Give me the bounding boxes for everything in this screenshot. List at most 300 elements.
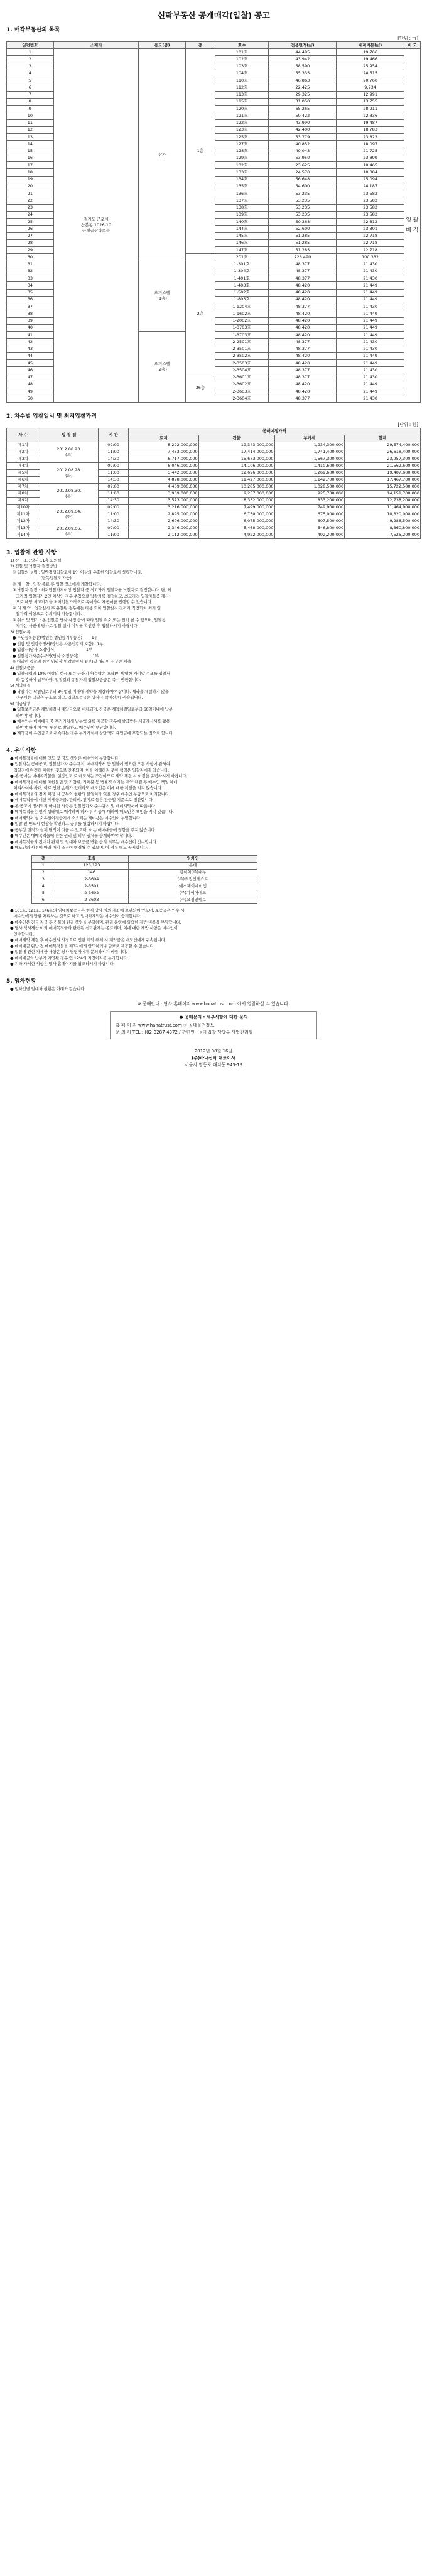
cell-price: 925,700,000 (274, 490, 345, 497)
cell-area: 31.050 (269, 98, 337, 105)
cell-time: 09:00 (99, 525, 129, 532)
cell-price: 6,717,000,000 (129, 456, 199, 462)
cell-no: 38 (7, 310, 54, 317)
cell-land-share: 10.884 (337, 169, 404, 176)
cell-land-share: 19.487 (337, 119, 404, 126)
cell-time: 11:00 (99, 449, 129, 456)
use-floor: (2층) (157, 366, 167, 372)
cell-land-share: 21.449 (337, 289, 404, 296)
tenant-col-header: 임차인 (129, 855, 257, 862)
cell-land-share: 21.449 (337, 282, 404, 289)
cell-land-share: 23.582 (337, 204, 404, 211)
cell-round: 제3차 (7, 456, 40, 462)
cell-area: 48.377 (269, 346, 337, 352)
tenant-cell: 2-3604 (55, 876, 129, 883)
cell-unit: 138호 (215, 204, 269, 211)
use-label: 오피스텔 (154, 361, 170, 366)
cell-price: 4,922,000,000 (198, 532, 274, 538)
tenant-cell: 5 (32, 890, 55, 897)
detail-line: ● 입찰서(당사 소정양식) 1부 (10, 647, 92, 652)
detail-line: ⑤ 취소 및 연기 : 본 입찰은 당사 사정 등에 따라 입찰 취소 또는 연기 될 수 있으며, 입찰참 (10, 617, 166, 623)
cell-unit: 2-3503호 (215, 360, 269, 367)
cell-price: 15,722,500,000 (345, 483, 421, 490)
cell-unit: 145호 (215, 232, 269, 239)
cell-area: 53.950 (269, 155, 337, 161)
cell-no: 18 (7, 169, 54, 176)
cell-no: 3 (7, 63, 54, 70)
cell-round: 제7차 (7, 483, 40, 490)
cell-unit: 120호 (215, 106, 269, 112)
cell-area: 44.485 (269, 49, 337, 56)
cell-price: 1,028,500,000 (274, 483, 345, 490)
cell-price: 3,573,000,000 (129, 497, 199, 504)
cell-unit: 140호 (215, 219, 269, 226)
detail-line: ● 입찰참가자준수규칙(당사 소정양식) 1부 (10, 653, 99, 658)
cell-round: 제13차 (7, 525, 40, 532)
cell-time: 11:00 (99, 532, 129, 538)
tenant-row (32, 869, 257, 876)
cell-no: 41 (7, 332, 54, 339)
cell-price: 10,285,000,000 (198, 483, 274, 490)
cell-price: 19,407,600,000 (345, 469, 421, 476)
tenant-cell: (주)요정인텔로 (129, 897, 257, 903)
cell-floor: 1층 (186, 49, 215, 254)
cell-date (40, 442, 98, 462)
note-line: ● 본 공고에 명시되지 아니한 사항은 입찰참가자 준수규칙 및 매매계약서에 따릅니다. (10, 803, 156, 809)
cell-time: 14:30 (99, 456, 129, 462)
cell-use: 상가 (139, 49, 186, 261)
tenant-col-header: 층 (32, 855, 55, 862)
tenant-cell: 롯데 (129, 862, 257, 869)
cell-floor: 36층 (186, 374, 215, 402)
cell-area: 48.377 (269, 303, 337, 310)
col-header: 전용면적(㎡) (269, 42, 337, 49)
cell-land-share: 9.934 (337, 84, 404, 91)
cell-no: 45 (7, 360, 54, 367)
cell-no: 19 (7, 176, 54, 183)
cell-no: 23 (7, 204, 54, 211)
date-value: 2012.08.23. (57, 446, 82, 452)
cell-no: 14 (7, 141, 54, 148)
cell-price: 6,075,000,000 (198, 518, 274, 525)
tenant-cell: 4 (32, 883, 55, 890)
cell-no: 22 (7, 197, 54, 204)
cell-unit: 1-304호 (215, 268, 269, 275)
cell-round: 제12차 (7, 518, 40, 525)
cell-land-share: 21.449 (337, 332, 404, 339)
cell-land-share: 22.718 (337, 239, 404, 246)
cell-land-share: 23.823 (337, 134, 404, 141)
cell-unit: 1-403호 (215, 282, 269, 289)
col-header: 일련번호 (7, 42, 54, 49)
cell-no: 32 (7, 268, 54, 275)
cell-price: 7,526,200,000 (345, 532, 421, 538)
cell-land-share: 21.449 (337, 296, 404, 303)
cell-land-share: 22.312 (337, 219, 404, 226)
cell-land-share: 21.430 (337, 346, 404, 352)
cell-round: 제6차 (7, 476, 40, 483)
use-floor: (1층) (157, 296, 167, 302)
cell-land-share: 18.097 (337, 141, 404, 148)
note-line: ● 매매목적물에 대한 제한물권 및 가압류, 가처분 등 법률적 하자는 계약 체결 후 매수인 책임 하에 (10, 779, 178, 785)
cell-area: 48.377 (269, 395, 337, 402)
note-line: ● 공부상 면적과 실제 면적이 다를 수 있으며, 이는 매매대금에 영향을 주지 않습니다. (10, 827, 156, 832)
cell-round: 제14차 (7, 532, 40, 538)
cell-unit: 2-3603호 (215, 388, 269, 395)
cell-land-share: 19.466 (337, 56, 404, 63)
note-line: 인수합니다. (10, 931, 34, 937)
tenant-cell: 1 (32, 862, 55, 869)
unit-label: [단위 : ㎡] (397, 36, 418, 41)
bid-table-header (7, 428, 421, 442)
contact-title: ● 공매문의 : 세부사항에 대한 문의 (179, 1015, 248, 1020)
cell-area: 48.420 (269, 324, 337, 331)
cell-time: 09:00 (99, 442, 129, 449)
note-line: ● 매수인은 잔금 지급 후 건물의 관리 책임을 부담하며, 관리 운영에 필요한 제반 비용을 부담합니다. (10, 919, 181, 925)
detail-line: ● 매수인은 매매대금 중 부가가치세 납부액 외를 제공할 경우에 발급받은 세금계산서를 활용 (10, 719, 170, 724)
cell-area: 48.420 (269, 296, 337, 303)
cell-area: 50.368 (269, 219, 337, 226)
cell-land-share: 21.430 (337, 339, 404, 346)
note-line: ● 매도인의 사정에 따라 매각 조건이 변경될 수 있으며, 이 경우 별도 공지합니다. (10, 845, 149, 850)
cell-no: 42 (7, 339, 54, 346)
cell-land-share: 22.718 (337, 232, 404, 239)
cell-price: 1,269,600,000 (274, 469, 345, 476)
cell-unit: 122호 (215, 119, 269, 126)
cell-price: 17,414,000,000 (198, 449, 274, 456)
cell-area: 53.235 (269, 204, 337, 211)
cell-unit: 102호 (215, 56, 269, 63)
detail-line: ● 입찰금액의 10% 이상의 현금 또는 금융기관(수탁은 포함)이 발행한 자기앞 수표를 입찰서 (10, 671, 170, 676)
cell-time: 14:30 (99, 497, 129, 504)
cell-price: 7,499,000,000 (198, 504, 274, 511)
cell-no: 13 (7, 134, 54, 141)
cell-no: 29 (7, 247, 54, 254)
cell-land-share: 23.582 (337, 190, 404, 197)
cell-land-share: 21.430 (337, 275, 404, 282)
table-row (7, 525, 421, 532)
cell-price: 4,898,000,000 (129, 476, 199, 483)
issuer-name: (주)하나신탁 대표이사 (192, 1056, 235, 1061)
cell-area: 48.420 (269, 388, 337, 395)
cell-no: 30 (7, 254, 54, 261)
cell-area: 48.377 (269, 261, 337, 268)
cell-no: 50 (7, 395, 54, 402)
cell-area: 55.335 (269, 70, 337, 77)
cell-price: 5,442,000,000 (129, 469, 199, 476)
note-line: ● 매매목적물의 전대차 관계 및 임대차 보증금 반환 등의 의무는 매수인이 인수합니다. (10, 839, 158, 844)
detail-line: 찰가격 이상으로 수의계약 가능합니다. (10, 611, 82, 616)
tenant-row (32, 876, 257, 883)
cell-price: 2,895,000,000 (129, 511, 199, 518)
cell-time: 09:00 (99, 504, 129, 511)
cell-no: 47 (7, 374, 54, 381)
contact-homepage[interactable]: 홈 페 이 지 www.hanatrust.com ☞ 공매물건정보 (116, 1023, 215, 1028)
cell-area: 29.325 (269, 91, 337, 98)
cell-price: 5,468,000,000 (198, 525, 274, 532)
cell-price: 607,500,000 (274, 518, 345, 525)
cell-time: 14:30 (99, 476, 129, 483)
cell-unit: 127호 (215, 141, 269, 148)
tenant-row (32, 897, 257, 903)
detail-line: ※ 대리인 입찰의 경우 위임장(인감증명서 첨부)및 대리인 신분증 제출 (10, 659, 131, 664)
section-1-title: 1. 매각부동산의 목록 (6, 27, 60, 33)
cell-no: 12 (7, 126, 54, 133)
cell-price: 23,957,300,000 (345, 456, 421, 462)
cell-land-share: 21.449 (337, 317, 404, 324)
tenant-table (31, 855, 257, 904)
cell-area: 226.490 (269, 254, 337, 261)
cell-time: 14:30 (99, 518, 129, 525)
cell-area: 48.420 (269, 352, 337, 359)
cell-no: 44 (7, 352, 54, 359)
bid-details (6, 558, 421, 737)
cell-area: 23.625 (269, 162, 337, 169)
section-2-title: 2. 차수별 입찰일시 및 최저입찰가격 (6, 413, 97, 420)
detail-line: ● 계약금이 유입금으로 귀속되는 경우 부가가치세 상당액도 유입금에 포함되는 것으로 합니다. (10, 731, 174, 736)
tenant-cell: 120,123 (55, 862, 129, 869)
detail-line: 으로 해당 최고가격을 최저입찰가격으로 유예하여 재공매를 진행할 수 있습니다. (10, 599, 153, 604)
bid-schedule-table (6, 428, 421, 539)
cell-round: 제5차 (7, 469, 40, 476)
cell-area: 48.420 (269, 381, 337, 388)
cell-no: 37 (7, 303, 54, 310)
th-time: 시 간 (99, 428, 129, 442)
cell-no: 20 (7, 183, 54, 190)
cell-unit: 1-301호 (215, 261, 269, 268)
th-date: 입 찰 일 (40, 428, 98, 442)
cell-unit: 2-3604호 (215, 395, 269, 402)
cell-date (40, 462, 98, 483)
cell-unit: 121호 (215, 112, 269, 119)
cell-price: 15,673,000,000 (198, 456, 274, 462)
cell-area: 40.852 (269, 141, 337, 148)
cell-unit: 2-3601호 (215, 374, 269, 381)
cell-land-share: 21.430 (337, 268, 404, 275)
tenant-row (32, 883, 257, 890)
cell-no: 31 (7, 261, 54, 268)
cell-use (139, 261, 186, 332)
cell-time: 11:00 (99, 511, 129, 518)
tenant-cell: 에스제이에이엠 (129, 883, 257, 890)
cell-round: 제9차 (7, 497, 40, 504)
detail-line: ① 입찰의 성립 : 일반경쟁입찰로서 1인 이상의 유효한 입찰로서 성립합니다. (10, 569, 143, 575)
cell-unit: 2-3602호 (215, 381, 269, 388)
detail-line: ② 개 찰 : 입찰 종료 후 입찰 장소에서 개찰합니다. (10, 581, 102, 587)
note-line: ● 입찰 전 반드시 현장을 확인하고 공부를 열람하시기 바랍니다. (10, 821, 120, 826)
th-building: 건물 (198, 435, 274, 442)
footnote: ※ 공매안내 : 당사 홈페이지 www.hanatrust.com 에서 열람하실 수 있습니다. (137, 1001, 290, 1007)
cell-land-share: 13.755 (337, 98, 404, 105)
cell-no: 6 (7, 84, 54, 91)
date-day: (화) (65, 514, 73, 520)
cell-land-share: 21.430 (337, 374, 404, 381)
cell-area: 54.600 (269, 183, 337, 190)
cell-unit: 2-3502호 (215, 352, 269, 359)
cell-land-share: 22.718 (337, 247, 404, 254)
section-3-title: 3. 입찰에 관한 사항 (6, 549, 57, 556)
contact-phone: 문 의 처 TEL : (02)3287-4372 / 관련인 : 공개입찰 담당부 사업관리팀 (116, 1030, 253, 1035)
cell-no: 26 (7, 226, 54, 232)
cell-price: 4,409,000,000 (129, 483, 199, 490)
page-title: 신탁부동산 공개매각(입찰) 공고 (157, 11, 270, 21)
tenant-row (32, 862, 257, 869)
note-line: 입찰전에 완전히 이해한 것으로 간주되며, 이를 이해하지 못한 책임은 입찰자에게 있습니다. (10, 767, 169, 773)
tenant-table-header (32, 855, 257, 862)
table-row (7, 49, 421, 56)
cell-price: 11,464,900,000 (345, 504, 421, 511)
cell-land-share: 28.911 (337, 106, 404, 112)
tenant-cell: 3 (32, 876, 55, 883)
cell-price: 675,000,000 (274, 511, 345, 518)
cell-note: 일 괄 매 각 (404, 49, 421, 403)
cell-area: 48.420 (269, 289, 337, 296)
tenant-cell: 김서희(주)대부 (129, 869, 257, 876)
cell-area: 48.420 (269, 282, 337, 289)
cell-use (139, 332, 186, 403)
cell-land-share: 24.515 (337, 70, 404, 77)
th-land: 토지 (129, 435, 199, 442)
cell-no: 10 (7, 112, 54, 119)
cell-location (53, 49, 139, 403)
tenant-col-header: 호실 (55, 855, 129, 862)
cell-no: 40 (7, 324, 54, 331)
detail-line: ● 입찰보증금은 계약체결시 계약금으로 대체되며, 잔금은 계약체결일로부터 60일이내에 납부 (10, 707, 173, 712)
cell-price: 2,606,000,000 (129, 518, 199, 525)
detail-line: ④ 의 계 약 : 입찰실시 후 유찰될 경우에는 다음 회차 입찰실시 전까지 직전회차 최저 입 (10, 605, 161, 611)
table-row (7, 483, 421, 490)
note-line: ● 기타 자세한 사항은 당사 홈페이지를 참조하시기 바랍니다. (10, 961, 115, 966)
cell-area: 43.990 (269, 119, 337, 126)
cell-unit: 137호 (215, 197, 269, 204)
tenant-cell: 146 (55, 869, 129, 876)
cell-area: 42.400 (269, 126, 337, 133)
table-row (7, 442, 421, 449)
col-header: 소재지 (53, 42, 139, 49)
cell-price: 11,427,000,000 (198, 476, 274, 483)
cell-unit: 1-1204호 (215, 303, 269, 310)
note-line: ● 101호, 121호, 146호의 임대차보증금은 현재 당사 명의 계좌에 보관되어 있으며, 보증금은 인수 시 (10, 907, 185, 913)
note-line: ● 입찰자는 공매공고, 입찰참가자 준수규칙, 매매계약서 등 입찰에 필요한 모든 사항에 관하여 (10, 761, 170, 767)
detail-line: 2) 입찰 및 낙찰자 결정방법 (10, 564, 57, 569)
cell-unit: 113호 (215, 91, 269, 98)
cell-area: 48.377 (269, 367, 337, 374)
cell-area: 48.420 (269, 310, 337, 317)
cell-no: 1 (7, 49, 54, 56)
cell-area: 48.377 (269, 275, 337, 282)
cell-price: 8,292,000,000 (129, 442, 199, 449)
cell-land-share: 23.301 (337, 226, 404, 232)
cell-price: 14,151,700,000 (345, 490, 421, 497)
header-row (7, 42, 421, 49)
cell-no: 34 (7, 282, 54, 289)
cell-area: 58.590 (269, 63, 337, 70)
detail-line: 하여야 합니다. (10, 712, 41, 718)
cell-area: 65.265 (269, 106, 337, 112)
cell-no: 36 (7, 296, 54, 303)
cell-no: 2 (7, 56, 54, 63)
date-value: 2012.08.30. (57, 488, 82, 493)
cell-price: 1,934,300,000 (274, 442, 345, 449)
note-line: ● 매매목적물에 대한 제세공과금, 관리비, 전기료 등은 잔금일 기준으로 정산합니다. (10, 797, 154, 802)
cell-land-share: 21.449 (337, 388, 404, 395)
cell-date (40, 483, 98, 504)
contact-box (110, 1011, 317, 1039)
cell-no: 39 (7, 317, 54, 324)
note-line: ● 매매계약 체결 후 매수인의 사정으로 인한 계약 해제 시 계약금은 매도인에게 귀속됩니다. (10, 937, 166, 942)
cell-price: 19,343,000,000 (198, 442, 274, 449)
cell-price: 29,574,400,000 (345, 442, 421, 449)
cell-area: 52.600 (269, 226, 337, 232)
tenant-cell: 2-3603 (55, 897, 129, 903)
cell-unit: 128호 (215, 148, 269, 155)
notes-part-2 (6, 908, 421, 968)
cell-unit: 139호 (215, 211, 269, 218)
cell-no: 9 (7, 106, 54, 112)
cell-unit: 110호 (215, 77, 269, 84)
cell-unit: 1-3703호 (215, 332, 269, 339)
section-4-title: 4. 유의사항 (6, 747, 36, 754)
cell-price: 6,750,000,000 (198, 511, 274, 518)
date-value: 2012.08.28. (57, 467, 82, 472)
property-list-table (6, 41, 421, 403)
cell-no: 4 (7, 70, 54, 77)
note-line: ● 매매대금의 납부가 지연될 경우 연 12%의 지연이자를 부과합니다. (10, 955, 129, 961)
cell-land-share: 21.725 (337, 148, 404, 155)
cell-unit: 201호 (215, 254, 269, 261)
th-round: 차 수 (7, 428, 40, 442)
table-row (7, 462, 421, 469)
cell-no: 48 (7, 381, 54, 388)
use-label: 오피스텔 (154, 290, 170, 296)
cell-no: 46 (7, 367, 54, 374)
cell-no: 21 (7, 190, 54, 197)
cell-no: 43 (7, 346, 54, 352)
cell-price: 26,618,400,000 (345, 449, 421, 456)
th-total: 합계 (345, 435, 421, 442)
cell-unit: 1-2002호 (215, 317, 269, 324)
th-price: 공매예정가격 (129, 428, 421, 435)
cell-land-share: 10.465 (337, 162, 404, 169)
note-line: ● 매매목적물에 대한 인도 및 명도 책임은 매수인이 부담합니다. (10, 755, 120, 761)
cell-price: 12,696,000,000 (198, 469, 274, 476)
date-day: (목) (65, 493, 73, 499)
cell-unit: 115호 (215, 98, 269, 105)
cell-area: 53.235 (269, 190, 337, 197)
cell-area: 24.570 (269, 169, 337, 176)
cell-no: 24 (7, 211, 54, 218)
cell-round: 제11차 (7, 511, 40, 518)
cell-no: 8 (7, 98, 54, 105)
location-line: 경기도 군포시 (84, 217, 109, 222)
cell-area: 48.420 (269, 360, 337, 367)
cell-price: 3,216,000,000 (129, 504, 199, 511)
detail-line: ● 인감 및 인감증명서(법인은 사용인감계 포함) 1부 (10, 641, 104, 647)
cell-no: 27 (7, 232, 54, 239)
cell-no: 15 (7, 148, 54, 155)
cell-land-share: 21.430 (337, 261, 404, 268)
cell-price: 1,410,600,000 (274, 462, 345, 469)
cell-land-share: 21.430 (337, 303, 404, 310)
detail-line: 고가격 입찰자가 2인 이상인 경우 추첨으로 낙찰자를 결정하고, 최고가격 입찰자들중 재산 (10, 593, 169, 599)
cell-price: 1,567,300,000 (274, 456, 345, 462)
cell-area: 50.422 (269, 112, 337, 119)
cell-unit: 2-2501호 (215, 339, 269, 346)
cell-price: 546,800,000 (274, 525, 345, 532)
cell-land-share: 21.449 (337, 324, 404, 331)
cell-price: 7,463,000,000 (129, 449, 199, 456)
cell-land-share: 21.449 (337, 381, 404, 388)
